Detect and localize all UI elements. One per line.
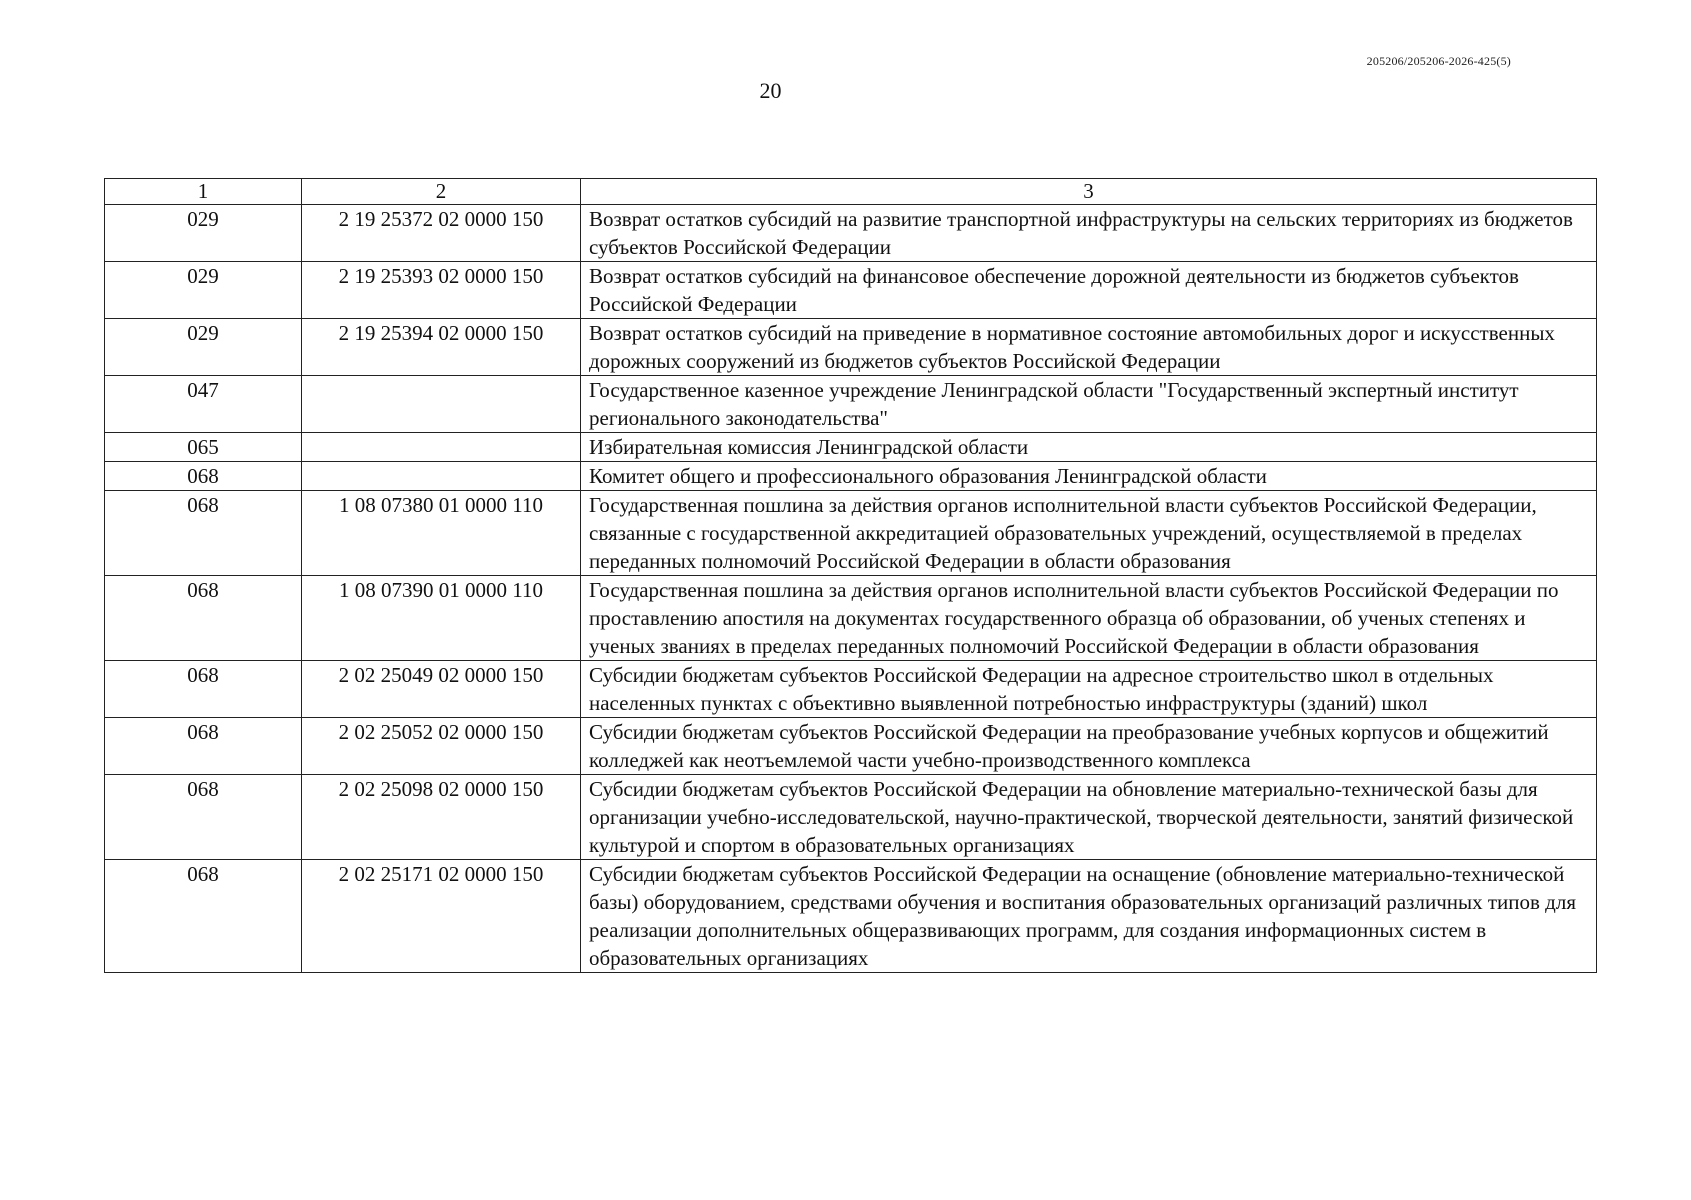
revenue-code-cell (302, 376, 581, 433)
column-header-1: 1 (105, 179, 302, 205)
admin-code-cell: 068 (105, 775, 302, 860)
table-row (105, 860, 1597, 973)
description-cell: Субсидии бюджетам субъектов Российской Федерации на оснащение (обновление материально-технической базы) оборудованием, средствами обучения и воспитания образовательных организаций различных типов для реализации дополнительных общеразвивающих программ, для создания информационных систем в образовательных организациях (581, 860, 1597, 973)
table-row (105, 775, 1597, 860)
admin-code-cell: 068 (105, 462, 302, 491)
description-cell: Субсидии бюджетам субъектов Российской Федерации на преобразование учебных корпусов и общежитий колледжей как неотъемлемой части учебно-производственного комплекса (581, 718, 1597, 775)
description-cell: Избирательная комиссия Ленинградской области (581, 433, 1597, 462)
admin-code-cell: 068 (105, 661, 302, 718)
revenue-code-cell: 1 08 07390 01 0000 110 (302, 576, 581, 661)
budget-codes-table (104, 178, 1597, 973)
table-row (105, 376, 1597, 433)
revenue-code-cell (302, 433, 581, 462)
admin-code-cell: 068 (105, 576, 302, 661)
table-row (105, 491, 1597, 576)
revenue-code-cell: 2 19 25394 02 0000 150 (302, 319, 581, 376)
column-header-3: 3 (581, 179, 1597, 205)
description-cell: Субсидии бюджетам субъектов Российской Федерации на адресное строительство школ в отдельных населенных пунктах с объективно выявленной потребностью инфраструктуры (зданий) школ (581, 661, 1597, 718)
admin-code-cell: 068 (105, 718, 302, 775)
page-number: 20 (759, 78, 782, 103)
revenue-code-cell: 2 02 25052 02 0000 150 (302, 718, 581, 775)
table-row (105, 319, 1597, 376)
table-row (105, 462, 1597, 491)
description-cell: Государственная пошлина за действия органов исполнительной власти субъектов Российской Федерации, связанные с государственной аккредитацией образовательных учреждений, осуществляемой в пределах переданных полномочий Российской Федерации в области образования (581, 491, 1597, 576)
table-body (105, 205, 1597, 973)
admin-code-cell: 029 (105, 319, 302, 376)
admin-code-cell: 068 (105, 860, 302, 973)
description-cell: Государственное казенное учреждение Ленинградской области "Государственный экспертный институт регионального законодательства" (581, 376, 1597, 433)
table-header-row (105, 179, 1597, 205)
column-header-2: 2 (302, 179, 581, 205)
table-row (105, 433, 1597, 462)
table-row (105, 205, 1597, 262)
admin-code-cell: 047 (105, 376, 302, 433)
description-cell: Возврат остатков субсидий на приведение в нормативное состояние автомобильных дорог и искусственных дорожных сооружений из бюджетов субъектов Российской Федерации (581, 319, 1597, 376)
revenue-code-cell (302, 462, 581, 491)
admin-code-cell: 029 (105, 262, 302, 319)
admin-code-cell: 068 (105, 491, 302, 576)
revenue-code-cell: 2 02 25171 02 0000 150 (302, 860, 581, 973)
description-cell: Субсидии бюджетам субъектов Российской Федерации на обновление материально-технической базы для организации учебно-исследовательской, научно-практической, творческой деятельности, занятий физической культурой и спортом в образовательных организациях (581, 775, 1597, 860)
description-cell: Комитет общего и профессионального образования Ленинградской области (581, 462, 1597, 491)
description-cell: Государственная пошлина за действия органов исполнительной власти субъектов Российской Федерации по проставлению апостиля на документах государственного образца об образовании, об ученых степенях и ученых званиях в пределах переданных полномочий Российской Федерации в области образования (581, 576, 1597, 661)
revenue-code-cell: 2 19 25372 02 0000 150 (302, 205, 581, 262)
table-row (105, 262, 1597, 319)
document-code: 205206/205206-2026-425(5) (1366, 54, 1511, 68)
revenue-code-cell: 2 19 25393 02 0000 150 (302, 262, 581, 319)
table-row (105, 661, 1597, 718)
revenue-code-cell: 2 02 25098 02 0000 150 (302, 775, 581, 860)
admin-code-cell: 029 (105, 205, 302, 262)
description-cell: Возврат остатков субсидий на финансовое обеспечение дорожной деятельности из бюджетов субъектов Российской Федерации (581, 262, 1597, 319)
table-row (105, 576, 1597, 661)
table-row (105, 718, 1597, 775)
admin-code-cell: 065 (105, 433, 302, 462)
revenue-code-cell: 2 02 25049 02 0000 150 (302, 661, 581, 718)
description-cell: Возврат остатков субсидий на развитие транспортной инфраструктуры на сельских территориях из бюджетов субъектов Российской Федерации (581, 205, 1597, 262)
revenue-code-cell: 1 08 07380 01 0000 110 (302, 491, 581, 576)
